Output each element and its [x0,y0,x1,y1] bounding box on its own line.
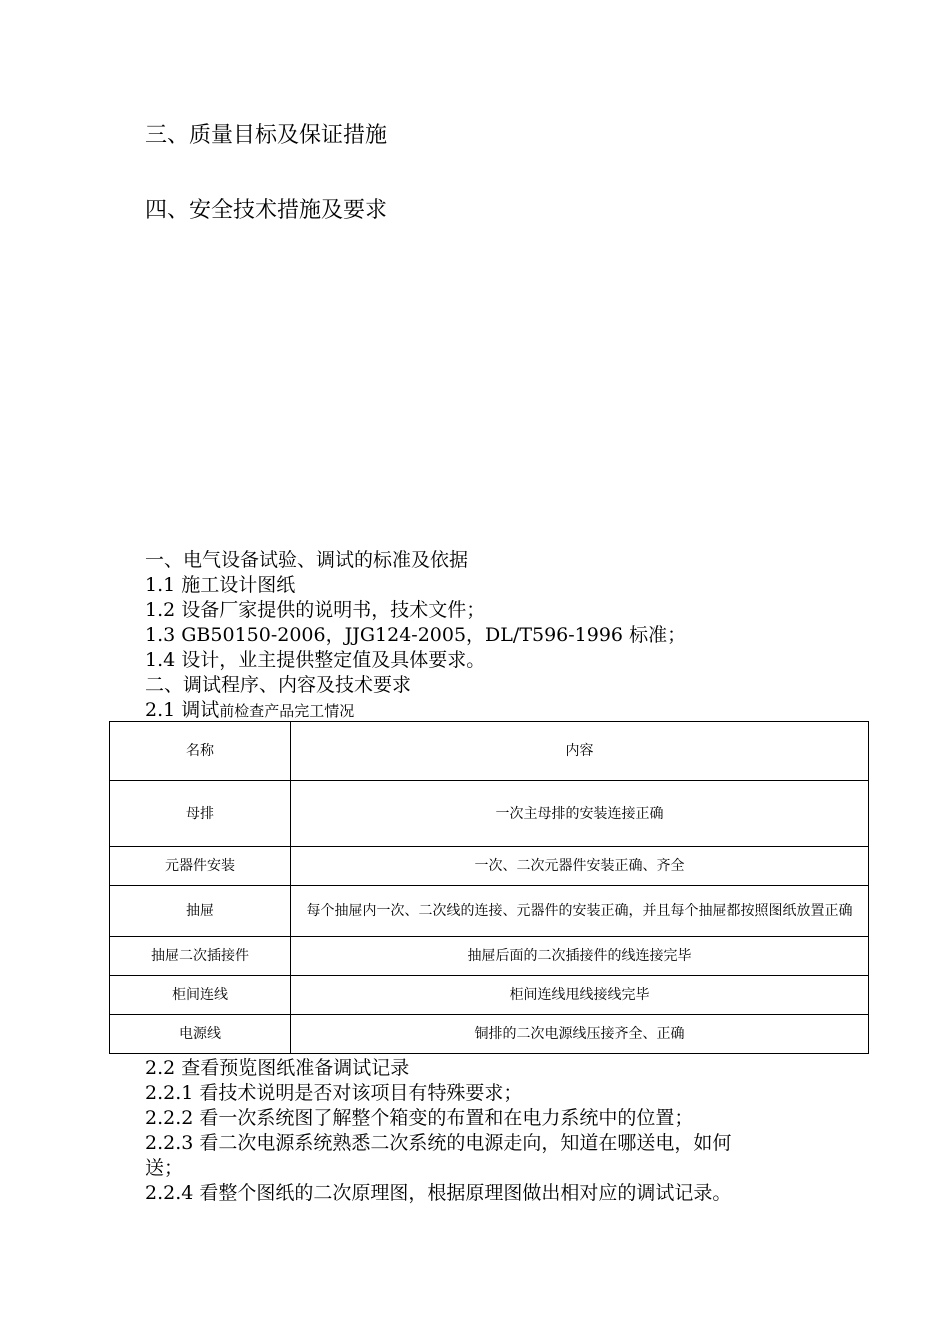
row-name: 母排 [110,781,291,847]
column-header-content: 内容 [291,722,869,781]
section-1-title: 一、电气设备试验、调试的标准及依据 [145,549,469,571]
table-header-row [110,722,869,781]
row-content: 一次、二次元器件安装正确、齐全 [291,847,869,886]
table-row [110,976,869,1015]
table-row [110,886,869,937]
item-2-2-2: 2.2.2 看一次系统图了解整个箱变的布置和在电力系统中的位置； [145,1107,694,1129]
table-row [110,1015,869,1054]
row-content: 柜间连线甩线接线完毕 [291,976,869,1015]
row-content: 一次主母排的安装连接正确 [291,781,869,847]
item-2-1-suffix: 前检查产品完工情况 [219,702,355,720]
row-content: 每个抽屉内一次、二次线的连接、元器件的安装正确，并且每个抽屉都按照图纸放置正确 [291,886,869,937]
item-2-2-4: 2.2.4 看整个图纸的二次原理图，根据原理图做出相对应的调试记录。 [145,1182,732,1204]
table-row [110,781,869,847]
section-2-title: 二、调试程序、内容及技术要求 [145,674,412,696]
section-heading-4: 四、安全技术措施及要求 [145,198,388,223]
row-name: 抽屉 [110,886,291,937]
table-row [110,847,869,886]
item-2-2-1: 2.2.1 看技术说明是否对该项目有特殊要求； [145,1082,523,1104]
item-2-1 [145,698,354,723]
row-name: 抽屉二次插接件 [110,937,291,976]
row-name: 元器件安装 [110,847,291,886]
table-row [110,937,869,976]
row-content: 铜排的二次电源线压接齐全、正确 [291,1015,869,1054]
item-1-3: 1.3 GB50150-2006，JJG124-2005，DL/T596-1996 标准； [145,624,687,646]
item-2-2-3-continued: 送； [145,1157,184,1179]
inspection-table [109,721,869,1054]
row-content: 抽屉后面的二次插接件的线连接完毕 [291,937,869,976]
item-2-1-prefix: 2.1 调试 [145,699,220,721]
item-1-2: 1.2 设备厂家提供的说明书，技术文件； [145,599,486,621]
column-header-name: 名称 [110,722,291,781]
item-1-4: 1.4 设计，业主提供整定值及具体要求。 [145,649,486,671]
row-name: 柜间连线 [110,976,291,1015]
item-2-2-3: 2.2.3 看二次电源系统熟悉二次系统的电源走向，知道在哪送电，如何 [145,1132,732,1154]
item-2-2: 2.2 查看预览图纸准备调试记录 [145,1057,410,1079]
row-name: 电源线 [110,1015,291,1054]
item-1-1: 1.1 施工设计图纸 [145,574,296,596]
section-heading-3: 三、质量目标及保证措施 [145,123,388,148]
